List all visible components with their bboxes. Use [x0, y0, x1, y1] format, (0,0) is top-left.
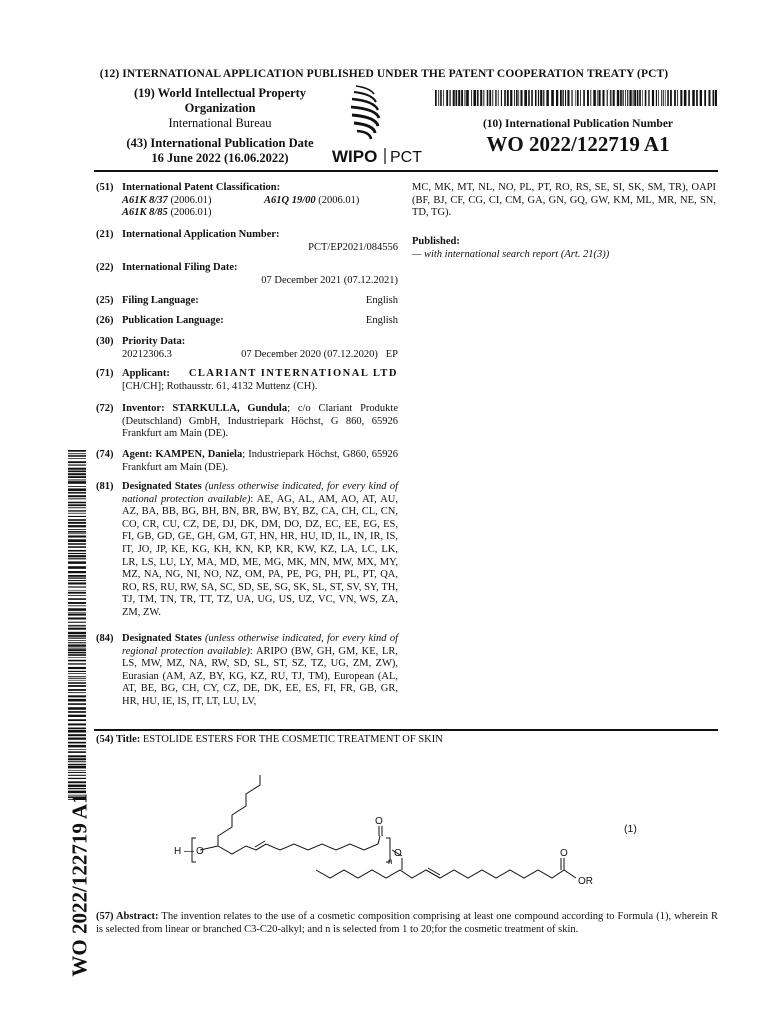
field-84: [96, 633, 398, 709]
barcode-bar: [602, 90, 604, 106]
wipo-logo: [330, 80, 440, 166]
barcode-bar: [598, 90, 600, 106]
barcode-bar: [652, 90, 654, 106]
barcode-bar: [68, 539, 86, 542]
barcode-bar: [68, 612, 86, 613]
barcode-bar: [68, 758, 86, 760]
published-label: Published:: [412, 236, 460, 247]
barcode-bar: [68, 468, 86, 470]
barcode-bar: [567, 90, 569, 106]
field-81: [96, 481, 398, 620]
abstract-text: The invention relates to the use of a cosmetic composition comprising at least one compound according to Formula (1), wherein R is selected from linear or branched C3-C20-alkyl; and n is selected from 1 to 20;for the cosmetic treatment of skin.: [96, 911, 719, 935]
barcode-bar: [68, 461, 86, 463]
barcode-bar: [68, 751, 86, 753]
barcode-bar: [68, 582, 86, 584]
barcode-bar: [68, 550, 86, 552]
barcode-bar: [627, 90, 628, 106]
barcode-bar: [68, 543, 86, 545]
barcode-bar: [540, 90, 542, 106]
org-name-line: Organization: [184, 101, 256, 115]
barcode-bar: [68, 715, 86, 717]
barcode-bar: [446, 90, 448, 106]
barcode-bar: [68, 770, 86, 771]
barcode-bar: [68, 685, 86, 687]
barcode-bar: [477, 90, 479, 106]
barcode-bar: [524, 90, 527, 106]
barcode-bar: [634, 90, 636, 106]
barcode-bar: [68, 772, 86, 773]
barcode-bar: [487, 90, 489, 106]
publication-date-value: 16 June 2022 (16.06.2022): [151, 151, 289, 165]
barcode-bar: [68, 590, 86, 591]
field-label: Designated States: [122, 633, 202, 644]
barcode-bar: [504, 90, 506, 106]
barcode-bar: [68, 450, 86, 452]
agent-address: ; Industriepark Höchst, G860, 65926 Frankfurt am Main (DE).: [122, 449, 399, 473]
barcode-bar: [440, 90, 442, 106]
barcode-bar: [538, 90, 539, 106]
filing-language: English: [365, 295, 398, 306]
barcode-bar: [696, 90, 698, 106]
barcode-bar: [68, 533, 86, 534]
barcode-bar: [68, 613, 86, 615]
barcode-bar: [68, 734, 86, 736]
field-code: (81): [96, 481, 114, 492]
barcode-bar: [68, 663, 86, 664]
barcode-bar: [587, 90, 589, 106]
barcode-bar: [531, 90, 533, 106]
barcode-bar: [68, 561, 86, 563]
applicant-name: CLARIANT INTERNATIONAL LTD: [188, 368, 398, 379]
chemical-formula: [160, 770, 640, 900]
barcode-bar: [68, 778, 86, 779]
field-label: Designated States: [122, 481, 202, 492]
application-number: PCT/EP2021/084556: [308, 241, 398, 253]
barcode-bar: [68, 605, 86, 606]
barcode-bar: [658, 90, 659, 106]
regional-states-list: : ARIPO (BW, GH, GM, KE, LR, LS, MW, MZ, NA, RW, SD, SL, ST, SZ, TZ, UG, ZM, ZW), Eurasian (AM, AZ, BY, KG, KZ, RU, TJ, TM), European (AL, AT, BE, BG, CH, CY, CZ, DE, DK, EE, ES, FI, FR, GB, GR, HR, HU, IE, IS, IT, LT, LU, LV,: [122, 645, 398, 707]
field-72: [96, 403, 398, 441]
barcode-bar: [68, 692, 86, 693]
barcode-bar: [458, 90, 460, 106]
barcode-bar: [68, 602, 86, 604]
barcode-bar: [68, 728, 86, 730]
or-group-label: OR: [578, 876, 593, 887]
barcode-bar: [68, 640, 86, 641]
ipc-class: A61K 8/85: [122, 207, 168, 219]
barcode-bar: [495, 90, 496, 106]
barcode-bar: [68, 575, 86, 577]
barcode-bar: [68, 531, 86, 533]
barcode-bar: [661, 90, 662, 106]
title-text: ESTOLIDE ESTERS FOR THE COSMETIC TREATMENT OF SKIN: [142, 734, 443, 745]
barcode-bar: [593, 90, 596, 106]
barcode-bar: [68, 577, 86, 578]
field-code: (30): [96, 336, 114, 347]
barcode-bar: [453, 90, 455, 106]
barcode-bar: [546, 90, 548, 106]
priority-country: EP: [385, 348, 398, 360]
field-code: (71): [96, 368, 114, 379]
ipc-date: (2006.01): [170, 207, 212, 219]
side-publication-number: WO 2022/122719 A1: [67, 793, 92, 977]
h-atom-label: H: [174, 846, 182, 857]
barcode-bar: [520, 90, 522, 106]
field-25: [96, 295, 398, 308]
barcode-bar: [639, 90, 641, 106]
barcode-bar: [68, 481, 86, 484]
barcode-bar: [715, 90, 717, 106]
barcode-bar: [677, 90, 678, 106]
published-note: — with international search report (Art. 21(3)): [412, 248, 610, 260]
barcode-bar: [68, 479, 86, 480]
barcode-bar: [700, 90, 702, 106]
barcode-bar: [435, 90, 437, 106]
barcode-bar: [68, 632, 86, 634]
barcode-bar: [68, 529, 86, 530]
barcode-bar: [68, 635, 86, 637]
barcode-bar: [68, 644, 86, 646]
barcode-bar: [68, 703, 86, 705]
barcode-bar: [68, 498, 86, 499]
barcode-bar: [68, 492, 86, 494]
barcode-bar: [708, 90, 710, 106]
publication-number-label: (10) International Publication Number: [482, 118, 674, 130]
barcode-bar: [68, 642, 86, 643]
barcode-bar: [617, 90, 619, 106]
barcode-bar: [68, 495, 86, 497]
barcode-bar: [670, 90, 672, 106]
abstract-code: (57) Abstract:: [96, 911, 159, 922]
org-bureau: International Bureau: [168, 116, 272, 130]
barcode-bar: [68, 486, 86, 487]
barcode-bar: [688, 90, 690, 106]
barcode-bar: [68, 476, 86, 478]
barcode-bar: [68, 473, 86, 475]
publication-date-block: [120, 136, 320, 166]
field-code: (72): [96, 403, 114, 414]
barcode-bar: [68, 738, 86, 740]
barcode-bar: [68, 510, 86, 511]
barcode-bar: [68, 522, 86, 524]
barcode-bar: [68, 507, 86, 508]
published-block: [412, 236, 716, 261]
barcode-bar: [68, 558, 86, 559]
barcode-bar: [713, 90, 715, 106]
regional-states-continued: MC, MK, MT, NL, NO, PL, PT, RO, RS, SE, SI, SK, SM, TR), OAPI (BF, BJ, CF, CG, CI, CM, GA, GN, GQ, GW, KM, ML, MR, NE, SN, TD, TG).: [412, 182, 716, 219]
designation-note: (unless otherwise indicated, for every kind of national protection available): [122, 481, 398, 505]
barcode-bar: [68, 622, 86, 623]
barcode-bar: [68, 711, 86, 713]
field-label: International Filing Date:: [122, 262, 238, 273]
filing-date: 07 December 2021 (07.12.2021): [261, 274, 398, 286]
barcode-bar: [68, 513, 86, 514]
barcode-bar: [461, 90, 463, 106]
field-code: (25): [96, 295, 114, 306]
field-code: (51): [96, 182, 114, 193]
barcode-bar: [516, 90, 518, 106]
barcode-bar: [68, 723, 86, 725]
field-code: (74): [96, 449, 114, 460]
barcode-bar: [68, 775, 86, 776]
o-atom-label: O: [196, 846, 204, 857]
barcode-bar: [449, 90, 450, 106]
barcode-bar: [68, 535, 86, 537]
field-label: International Patent Classification:: [122, 182, 281, 193]
barcode-bar: [648, 90, 649, 106]
barcode-bar: [68, 627, 86, 628]
barcode-bar: [68, 678, 86, 679]
national-states-list: : AE, AG, AL, AM, AO, AT, AU, AZ, BA, BB, BG, BH, BN, BR, BW, BY, BZ, CA, CH, CL, CN, CO, CR, CU, CZ, DE, DJ, DK, DM, DO, DZ, EC, EE, EG, ES, FI, GB, GD, GE, GH, GM, GT, HN, HR, HU, ID, IL, IN, IR, IS, IT, JO, JP, KE, KG, KH, KN, KP, KR, KW, KZ, LA, LC, LK, LR, LS, LU, LY, MA, MD, ME, MG, MK, MN, MW, MX, MY, MZ, NA, NG, NI, NO, NZ, OM, PA, PE, PG, PH, PL, PT, QA, RO, RS, RU, RW, SA, SC, SD, SE, SG, SK, SL, ST, SV, SY, TH, TJ, TM, TN, TR, TT, TZ, UA, UG, US, UZ, VC, VN, WS, ZA, ZM, ZW.: [122, 493, 399, 618]
barcode-bar: [68, 667, 86, 669]
barcode-bar: [528, 90, 530, 106]
lower-main-chain: [426, 858, 564, 878]
barcode-bar: [68, 707, 86, 710]
barcode-bar: [680, 90, 682, 106]
barcode-bar: [565, 90, 566, 106]
barcode-bar: [68, 617, 86, 619]
barcode-bar: [68, 519, 86, 521]
barcode-bar: [535, 90, 537, 106]
barcode-bar: [68, 592, 86, 594]
barcode-bar: [665, 90, 666, 106]
barcode-bar: [577, 90, 579, 106]
barcode-bar: [625, 90, 626, 106]
publication-barcode: [435, 90, 717, 106]
field-code: (26): [96, 315, 114, 326]
barcode-bar: [556, 90, 558, 106]
barcode-bar: [483, 90, 484, 106]
barcode-bar: [663, 90, 664, 106]
barcode-bar: [607, 90, 608, 106]
inventor-address: ; c/o Clariant Produkte (Deutschland) GmbH, Industriepark Höchst, G 860, 65926 Frankfurt am Main (DE).: [122, 403, 399, 440]
barcode-bar: [438, 90, 439, 106]
barcode-bar: [68, 749, 86, 750]
barcode-bar: [68, 660, 86, 662]
field-label: International Application Number:: [122, 229, 280, 240]
barcode-bar: [68, 652, 86, 653]
wipo-emblem-icon: [351, 86, 379, 139]
barcode-bar: [68, 586, 86, 587]
formula-number: (1): [624, 823, 637, 835]
barcode-bar: [68, 458, 86, 459]
barcode-bar: [68, 649, 86, 651]
barcode-bar: [68, 625, 86, 626]
treaty-title: (12) INTERNATIONAL APPLICATION PUBLISHED UNDER THE PATENT COOPERATION TREATY (PCT): [99, 68, 669, 80]
barcode-bar: [612, 90, 613, 106]
barcode-bar: [580, 90, 581, 106]
barcode-bar: [667, 90, 669, 106]
lower-alkyl-chain: [316, 870, 440, 878]
barcode-bar: [68, 761, 86, 762]
field-label: Priority Data:: [122, 336, 186, 347]
barcode-bar: [656, 90, 657, 106]
svg-text:—: —: [184, 846, 194, 857]
barcode-bar: [68, 764, 86, 765]
priority-number: 20212306.3: [122, 348, 172, 360]
field-74: [96, 449, 398, 474]
barcode-bar: [68, 648, 86, 649]
barcode-bar: [471, 90, 472, 106]
field-51: [96, 182, 398, 220]
barcode-bar: [68, 464, 86, 465]
barcode-bar: [473, 90, 476, 106]
barcode-bar: [489, 90, 491, 106]
barcode-bar: [480, 90, 482, 106]
barcode-bar: [68, 742, 86, 744]
barcode-bar: [704, 90, 706, 106]
barcode-bar: [68, 671, 86, 672]
barcode-bar: [68, 470, 86, 472]
applicant-address: [CH/CH]; Rothausstr. 61, 4132 Muttenz (CH).: [122, 380, 318, 392]
publication-number: WO 2022/122719 A1: [486, 132, 670, 156]
barcode-bar: [518, 90, 519, 106]
hexyl-chain: [218, 775, 260, 846]
ipc-date: (2006.01): [170, 194, 212, 206]
wipo-organization: [120, 86, 320, 131]
barcode-bar: [560, 90, 562, 106]
barcode-bar: [68, 580, 86, 581]
field-code: (84): [96, 633, 114, 644]
agent-name: KAMPEN, Daniela: [155, 449, 243, 460]
o-atom-label: O: [560, 848, 568, 859]
barcode-bar: [68, 654, 86, 656]
barcode-bar: [68, 455, 86, 457]
barcode-bar: [68, 516, 86, 517]
barcode-bar: [623, 90, 624, 106]
barcode-bar: [466, 90, 469, 106]
barcode-bar: [68, 719, 86, 721]
barcode-bar: [583, 90, 585, 106]
upper-chain: [200, 836, 380, 854]
barcode-bar: [571, 90, 572, 106]
barcode-bar: [575, 90, 576, 106]
priority-date: 07 December 2020 (07.12.2020): [241, 348, 378, 360]
barcode-bar: [674, 90, 676, 106]
barcode-bar: [68, 680, 86, 681]
designation-note: (unless otherwise indicated, for every kind of regional protection available): [122, 633, 398, 657]
barcode-bar: [68, 453, 86, 454]
field-21: [96, 229, 398, 254]
barcode-bar: [507, 90, 509, 106]
field-71: [96, 368, 398, 393]
field-label: Inventor:: [122, 403, 165, 414]
barcode-bar: [68, 488, 86, 491]
barcode-bar: [68, 546, 86, 548]
field-label: Publication Language:: [122, 315, 224, 326]
barcode-bar: [68, 598, 86, 600]
barcode-bar: [68, 682, 86, 684]
barcode-bar: [68, 699, 86, 702]
publication-date-label: (43) International Publication Date: [126, 136, 314, 150]
field-26: [96, 315, 398, 328]
barcode-bar: [637, 90, 638, 106]
barcode-bar: [68, 566, 86, 569]
barcode-bar: [610, 90, 611, 106]
repeat-n-label: n: [388, 857, 393, 866]
barcode-bar: [68, 766, 86, 769]
abstract: [96, 910, 718, 936]
barcode-bar: [68, 628, 86, 630]
barcode-bar: [68, 730, 86, 733]
field-code: (22): [96, 262, 114, 273]
barcode-bar: [68, 555, 86, 557]
inventor-name: STARKULLA, Gundula: [172, 403, 288, 414]
barcode-bar: [68, 553, 86, 554]
field-code: (21): [96, 229, 114, 240]
barcode-bar: [645, 90, 647, 106]
barcode-bar: [642, 90, 643, 106]
barcode-bar: [464, 90, 465, 106]
wipo-wordmark: WIPO: [332, 147, 378, 166]
publication-language: English: [365, 315, 398, 326]
ipc-class: A61K 8/37: [122, 194, 168, 206]
barcode-bar: [68, 525, 86, 527]
barcode-bar: [68, 638, 86, 639]
barcode-bar: [492, 90, 493, 106]
barcode-bar: [443, 90, 444, 106]
barcode-bar: [68, 673, 86, 674]
barcode-bar: [455, 90, 457, 106]
barcode-bar: [551, 90, 554, 106]
field-label: Filing Language:: [122, 295, 199, 306]
barcode-bar: [68, 571, 86, 573]
barcode-bar: [597, 90, 598, 106]
barcode-bar: [68, 695, 86, 697]
side-barcode: [68, 450, 86, 800]
barcode-bar: [590, 90, 591, 106]
barcode-bar: [501, 90, 502, 106]
barcode-bar: [543, 90, 544, 106]
org-code-line: (19) World Intellectual Property: [133, 86, 307, 100]
barcode-bar: [68, 657, 86, 658]
barcode-bar: [68, 595, 86, 596]
barcode-bar: [514, 90, 515, 106]
barcode-bar: [68, 745, 86, 748]
barcode-bar: [613, 90, 615, 106]
barcode-bar: [692, 90, 695, 106]
ipc-class: A61Q 19/00: [264, 194, 316, 206]
title-divider: [94, 729, 718, 731]
field-30: [96, 336, 398, 361]
barcode-bar: [620, 90, 622, 106]
barcode-bar: [629, 90, 631, 106]
barcode-bar: [68, 689, 86, 691]
pct-wordmark: PCT: [390, 149, 422, 166]
barcode-bar: [510, 90, 512, 106]
field-label: Applicant:: [122, 368, 170, 379]
field-label: Agent:: [122, 449, 153, 460]
barcode-bar: [68, 608, 86, 611]
o-atom-label: O: [394, 848, 402, 859]
barcode-bar: [68, 504, 86, 506]
barcode-bar: [498, 90, 499, 106]
barcode-bar: [633, 90, 634, 106]
o-atom-label: O: [375, 816, 383, 827]
title-code: (54) Title:: [96, 734, 141, 745]
barcode-bar: [562, 90, 563, 106]
barcode-bar: [684, 90, 687, 106]
header-divider: [94, 170, 718, 172]
field-22: [96, 262, 398, 287]
barcode-bar: [68, 755, 86, 757]
invention-title: [96, 734, 716, 745]
barcode-bar: [68, 676, 86, 677]
barcode-bar: [68, 502, 86, 504]
ipc-date: (2006.01): [318, 194, 360, 206]
